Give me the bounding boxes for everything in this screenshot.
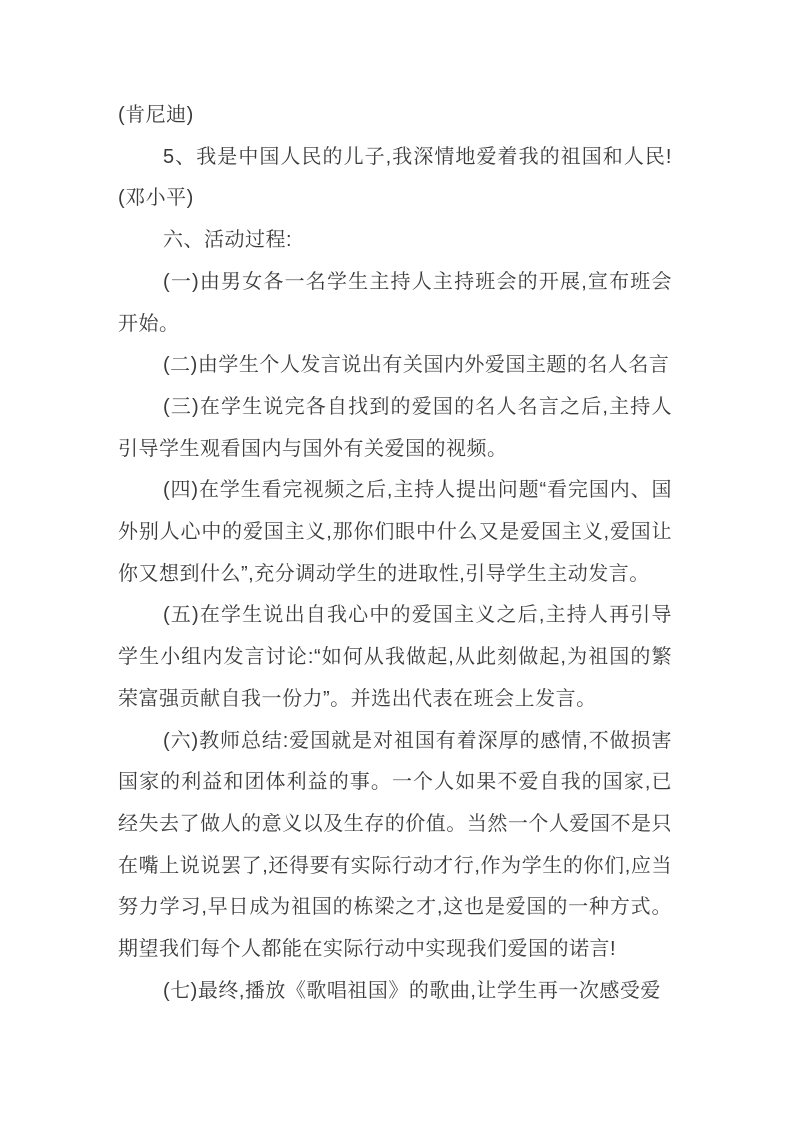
paragraph-step-5: (五)在学生说出自我心中的爱国主义之后,主持人再引导学生小组内发言讨论:“如何从我做起,从此刻做起,为祖国的繁荣富强贡献自我一份力”。并选出代表在班会上发言。 (118, 604, 672, 710)
paragraph-step-7: (七)最终,播放《歌唱祖国》的歌曲,让学生再一次感受爱 (163, 979, 661, 1002)
document-body (118, 95, 672, 1012)
paragraph-kennedy-attribution: (肯尼迪) (118, 104, 194, 126)
paragraph-step-3: (三)在学生说完各自找到的爱国的名人名言之后,主持人引导学生观看国内与国外有关爱国的视频。 (118, 395, 672, 460)
paragraph-section-six-heading: 六、活动过程: (163, 229, 293, 252)
paragraph-step-2: (二)由学生个人发言说出有关国内外爱国主题的名人名言 (163, 354, 670, 377)
paragraph-deng-xiaoping-quote: 5、我是中国人民的儿子,我深情地爱着我的祖国和人民!(邓小平) (118, 145, 672, 210)
paragraph-step-4: (四)在学生看完视频之后,主持人提出问题“看完国内、国外别人心中的爱国主义,那你们眼中什么又是爱国主义,爱国让你又想到什么”,充分调动学生的进取性,引导学生主动发言。 (118, 479, 672, 585)
paragraph-step-1: (一)由男女各一名学生主持人主持班会的开展,宣布班会开始。 (118, 270, 672, 335)
paragraph-step-6: (六)教师总结:爱国就是对祖国有着深厚的感情,不做损害国家的利益和团体利益的事。一个人如果不爱自我的国家,已经失去了做人的意义以及生存的价值。当然一个人爱国不是只在嘴上说说罢了,还得要有实际行动才行,作为学生的你们,应当努力学习,早日成为祖国的栋梁之才,这也是爱国的一种方式。期望我们每个人都能在实际行动中实现我们爱国的诺言! (118, 729, 672, 961)
